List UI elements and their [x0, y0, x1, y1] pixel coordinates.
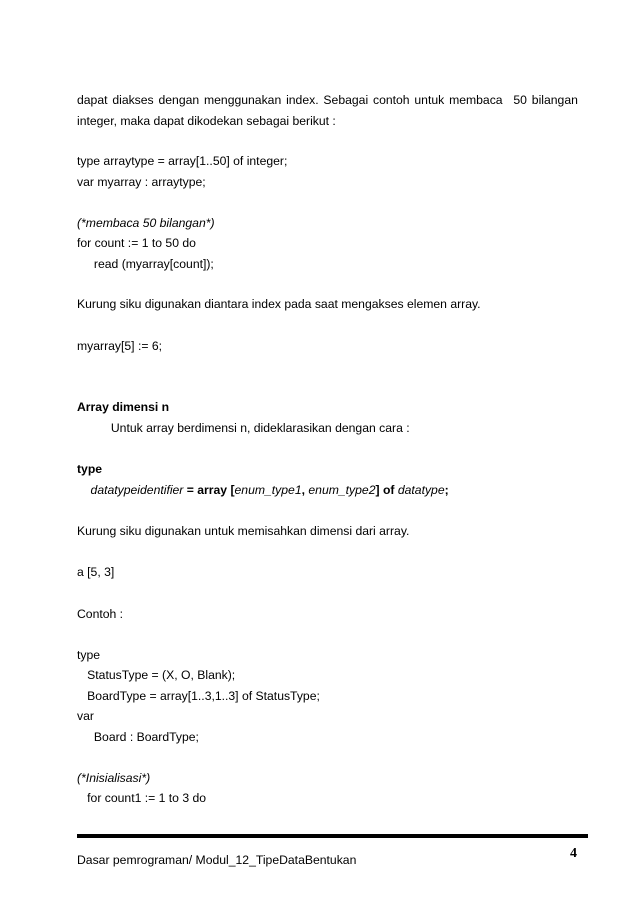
datatype: datatype — [397, 483, 445, 497]
keyword: ] of — [375, 483, 398, 497]
code-line: for count1 := 1 to 3 do — [77, 791, 207, 805]
word: bilangan — [531, 93, 578, 107]
paragraph-line-1 — [77, 92, 578, 108]
word: index. — [286, 93, 319, 107]
code-comment: (*Inisialisasi*) — [77, 771, 151, 785]
page-number: 4 — [570, 846, 577, 861]
code-line: type — [77, 648, 101, 662]
paragraph: Untuk array berdimensi n, dideklarasikan dengan cara : — [77, 421, 410, 435]
code-line: BoardType = array[1..3,1..3] of StatusType; — [77, 689, 320, 703]
indent — [77, 483, 91, 497]
code-line: type arraytype = array[1..50] of integer; — [77, 154, 288, 168]
paragraph: Kurung siku digunakan untuk memisahkan dimensi dari array. — [77, 524, 410, 538]
footer-divider — [77, 834, 588, 838]
word: membaca — [449, 93, 503, 107]
code-line: for count := 1 to 50 do — [77, 236, 196, 250]
word: dengan — [158, 93, 200, 107]
declaration-syntax — [77, 482, 449, 498]
semicolon: ; — [444, 483, 449, 497]
word: Sebagai — [323, 93, 369, 107]
enum-type: enum_type2 — [308, 483, 376, 497]
code-line: Board : BoardType; — [77, 730, 199, 744]
enum-type: enum_type1 — [234, 483, 302, 497]
identifier: datatypeidentifier — [90, 483, 184, 497]
section-heading: Array dimensi n — [77, 400, 170, 414]
word: contoh — [372, 93, 410, 107]
paragraph-line-2: integer, maka dapat dikodekan sebagai berikut : — [77, 114, 336, 128]
separator: , — [301, 483, 309, 497]
code-line: myarray[5] := 6; — [77, 339, 163, 353]
code-line: a [5, 3] — [77, 565, 115, 579]
code-line: var — [77, 709, 94, 723]
paragraph: Kurung siku digunakan diantara index pada saat mengakses elemen array. — [77, 297, 481, 311]
word: menggunakan — [203, 93, 282, 107]
word: dapat — [77, 93, 108, 107]
code-comment: (*membaca 50 bilangan*) — [77, 216, 215, 230]
code-line: StatusType = (X, O, Blank); — [77, 668, 236, 682]
code-line: var myarray : arraytype; — [77, 175, 206, 189]
footer-text: Dasar pemrograman/ Modul_12_TipeDataBentukan — [77, 853, 357, 867]
paragraph: Contoh : — [77, 607, 124, 621]
word: 50 — [513, 93, 527, 107]
word: untuk — [414, 93, 445, 107]
keyword: = array [ — [183, 483, 235, 497]
code-line: read (myarray[count]); — [77, 257, 214, 271]
word: diakses — [112, 93, 154, 107]
type-keyword: type — [77, 462, 103, 476]
